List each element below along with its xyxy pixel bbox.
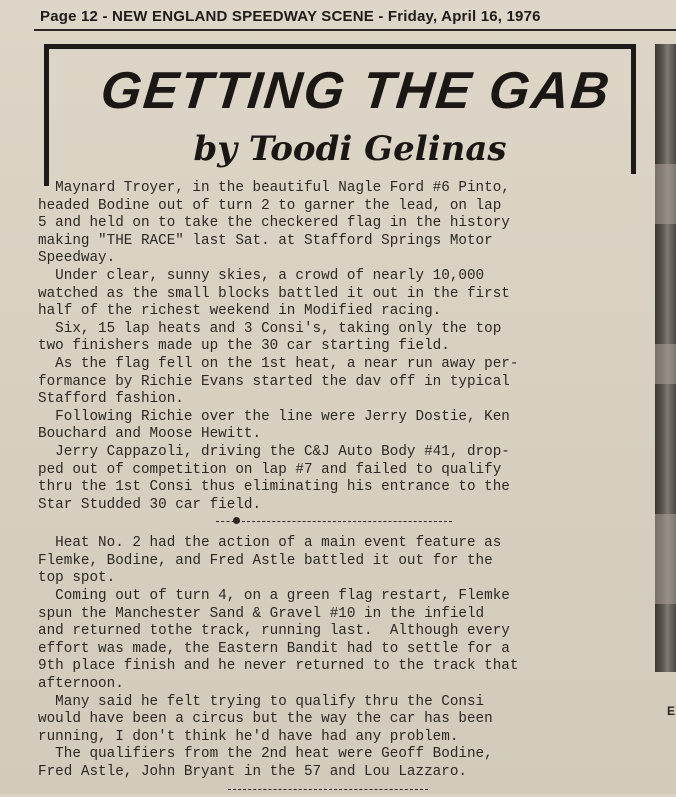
article-section-1	[38, 180, 638, 514]
text-line: making "THE RACE" last Sat. at Stafford Springs Motor	[38, 232, 493, 249]
text-line: Six, 15 lap heats and 3 Consi's, taking only the top	[38, 320, 502, 337]
text-line: spun the Manchester Sand & Gravel #10 in the infield	[38, 605, 485, 622]
title-box-top-border	[44, 44, 636, 49]
text-line: headed Bodine out of turn 2 to garner the lead, on lap	[38, 197, 502, 214]
text-line: 9th place finish and he never returned to the track that	[38, 658, 519, 675]
text-line: Following Richie over the line were Jerry Dostie, Ken	[38, 408, 510, 425]
text-line: As the flag fell on the 1st heat, a near run away per-	[38, 355, 519, 372]
text-line: Maynard Troyer, in the beautiful Nagle Ford #6 Pinto,	[38, 180, 510, 196]
text-line: formance by Richie Evans started the dav off in typical	[38, 373, 510, 390]
header-rule	[34, 29, 676, 31]
text-line: 5 and held on to take the checkered flag in the history	[38, 215, 510, 232]
section-divider-2	[38, 782, 638, 797]
title-box-left-border	[44, 44, 49, 186]
page-header: Page 12 - NEW ENGLAND SPEEDWAY SCENE - Friday, April 16, 1976	[40, 8, 541, 25]
page-edge-letter: E	[667, 704, 676, 718]
text-line: Flemke, Bodine, and Fred Astle battled it out for the	[38, 552, 493, 569]
text-line: half of the richest weekend in Modified racing.	[38, 303, 442, 320]
adjacent-photo-edge	[655, 44, 676, 672]
text-line: Many said he felt trying to qualify thru the Consi	[38, 693, 485, 710]
article-section-2	[38, 535, 638, 781]
text-line: two finishers made up the 30 car starting field.	[38, 338, 450, 355]
text-line: top spot.	[38, 570, 116, 587]
text-line: thru the 1st Consi thus eliminating his entrance to the	[38, 479, 510, 496]
column-headline: GETTING THE GAB	[98, 62, 614, 120]
text-line: Bouchard and Moose Hewitt.	[38, 426, 262, 443]
article-body	[38, 180, 638, 797]
column-byline: by Toodi Gelinas	[193, 129, 507, 169]
text-line: and returned tothe track, running last. Although every	[38, 623, 510, 640]
text-line: Heat No. 2 had the action of a main event feature as	[38, 535, 502, 552]
text-line: Speedway.	[38, 250, 116, 267]
text-line: would have been a circus but the way the car has been	[38, 711, 493, 728]
text-line: Star Studded 30 car field.	[38, 496, 262, 513]
text-line: The qualifiers from the 2nd heat were Geoff Bodine,	[38, 746, 493, 763]
text-line: ped out of competition on lap #7 and failed to qualify	[38, 461, 502, 478]
text-line: running, I don't think he'd have had any problem.	[38, 728, 459, 745]
text-line: effort was made, the Eastern Bandit had to settle for a	[38, 640, 510, 657]
text-line: watched as the small blocks battled it out in the first	[38, 285, 510, 302]
text-line: Jerry Cappazoli, driving the C&J Auto Body #41, drop-	[38, 443, 510, 460]
text-line: Under clear, sunny skies, a crowd of nearly 10,000	[38, 267, 485, 284]
section-divider-1	[38, 514, 638, 529]
text-line: Stafford fashion.	[38, 391, 184, 408]
text-line: afternoon.	[38, 676, 124, 693]
text-line: Fred Astle, John Bryant in the 57 and Lou Lazzaro.	[38, 764, 467, 780]
title-box-right-border	[631, 44, 636, 174]
text-line: Coming out of turn 4, on a green flag restart, Flemke	[38, 588, 510, 605]
